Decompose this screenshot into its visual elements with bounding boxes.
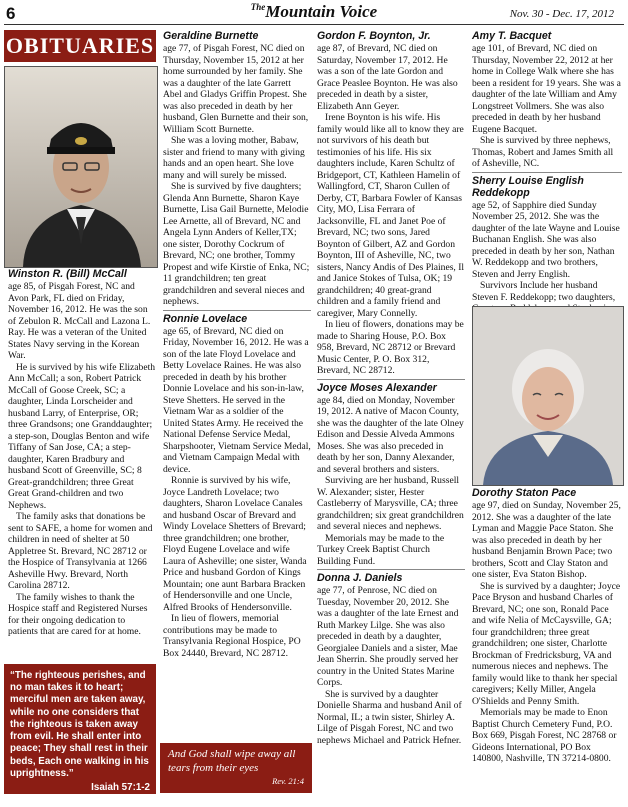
obituary-divider bbox=[163, 310, 311, 311]
mccall-portrait-image bbox=[5, 67, 157, 267]
obituary-paragraph: age 85, of Pisgah Forest, NC and Avon Park, FL died on Friday, November 16, 2012. He was the son of Zebulon R. McCall and Lazona L. Ray. He was a veteran of the United States Navy serving in the Korean War. bbox=[8, 281, 151, 361]
column-2 bbox=[163, 30, 311, 659]
obituary-name: Gordon F. Boynton, Jr. bbox=[317, 30, 431, 42]
obituary-name: Amy T. Bacquet bbox=[472, 30, 552, 42]
obituary-paragraph: In lieu of flowers, memorial contributions may be made to Transylvania Regional Hospice, PO Box 24440, Brevard, NC 28712. bbox=[163, 613, 301, 659]
obituary-paragraph: age 97, died on Sunday, November 25, 2012. She was a daughter of the late Lyman and Maggie Pace Staton. She was also preceded in death by her husband Benjamin Brown Pace; two brothers, Scott and Clay Staton and one sister, Eva Staton Bishop. bbox=[472, 500, 621, 580]
obituary-paragraph: She is survived by a daughter; Joyce Pace Bryson and husband Charles of Brevard, NC; one son, Ronald Pace and wife Nelia of McCaysville, GA; four grandchildren; three great grandchildren; one sister, Charlotte Brockman of Fredricksburg, VA and numerous nieces and nephews. The family would like to thank her special caregivers; Kelly Miller, Angela O'Shields and Penny Smith. bbox=[472, 580, 621, 707]
header-rule bbox=[4, 24, 624, 25]
obituary-name: Sherry Louise English Reddekopp bbox=[472, 174, 584, 199]
issue-date: Nov. 30 - Dec. 17, 2012 bbox=[509, 8, 614, 20]
obituary-paragraph: The family asks that donations be sent to SAFE, a home for women and children in need of shelter at 50 Appletree St. Brevard, NC 28712 or the Hospice of Transylvania at 1266 Asheville Hwy. Brevard, North Carolina 28712. bbox=[8, 511, 153, 591]
pace-portrait-image bbox=[473, 307, 623, 485]
obituary-paragraph: age 84, died on Monday, November 19, 2012. A native of Macon County, she was the daughter of the late Olney Edison and Dessie Alveda Ammons Moses. She was also preceded in death by her son, Danny Alexander, and several brothers and sisters. bbox=[317, 394, 464, 475]
mccall-photo bbox=[4, 66, 158, 268]
publication-prefix: The bbox=[250, 2, 266, 12]
page-header bbox=[0, 0, 628, 26]
obituary-paragraph: Irene Boynton is his wife. His family would like all to know they are not survivors of his death but testimonies of his life. His six daughters include, Karen Schultz of Bridgeport, CT, Kathleen Hamelin of Wallingford, CT, Sharon Cullen of Derby, CT, Barbara Fowler of Kansas City, MO, Lisa Ferrara of Jacksonville, FL and Janet Poe of Brevard, NC; two sons, Jared Boynton of Gilbert, AZ and Gordon Boynton, III of Asheville, NC, two sisters, Nancy Andis of Des Plaines, Il and Janice Stokes of Tulsa, OK; 19 grandchildren; 40 great-grand children and a family friend and caregiver, Mary Connelly. bbox=[317, 112, 465, 319]
obituary-paragraph: Memorials may be made to the Turkey Creek Baptist Church Building Fund. bbox=[317, 532, 445, 567]
obituary-paragraph: He is survived by his wife Elizabeth Ann McCall; a son, Robert Patrick McCall of Goose Creek, SC; a daughter, Linda Lorscheider and husband Larry, of Enterprise, OR; three Grandsons; one Granddaughter; a step-son, Douglas Benton and wife Tiffany of San Jose, CA; a step-daughter, Karen Bradbury and husband Scott of Greenville, SC; 8 Great-grandchildren; three Great Great Grand-children and two Nephews. bbox=[8, 361, 156, 511]
obituary-name: Geraldine Burnette bbox=[163, 30, 259, 42]
obituary-paragraph: age 101, of Brevard, NC died on Thursday, November 22, 2012 at her home in College Walk where she has been a resident for 19 years. She was a daughter of the late William and Amy Longstreet Vollmers. She was also preceded in death by her husband Eugene Bacquet. bbox=[472, 43, 621, 135]
column-3 bbox=[317, 30, 465, 746]
quote-text: And God shall wipe away all tears from their eyes bbox=[168, 748, 296, 774]
obituary-divider bbox=[317, 569, 465, 570]
obituary-name: Dorothy Staton Pace bbox=[472, 487, 577, 499]
obituary-paragraph: Survivors Include her husband Steven F. Reddekopp; two daughters, bbox=[472, 280, 616, 303]
scripture-quote-revelation bbox=[160, 743, 312, 793]
scripture-quote-isaiah bbox=[4, 664, 156, 806]
column-1 bbox=[8, 268, 156, 638]
obituary-paragraph: She is survived by five daughters; Glenda Ann Burnette, Sharon Kaye Burnette, Lisa Gail Burnette, Melodie Lee Arnette, all of Brevard, NC and Angela Lynn Anders of Keller,TX; one sister, Dorothy Cockrum of Brevard, NC; one brother, Tommy Propest and wife Kirstie of Enka, NC; 11 grandchildren; ten great grandchildren and several nieces and nephews. bbox=[163, 181, 310, 307]
quote-version: New King James Version bbox=[34, 794, 150, 806]
obituary-paragraph: She is survived by a daughter Donielle Sharma and husband Anil of Normal, IL; a twin sister, Shirley A. Lilge of Pisgah Forest, NC and two nephews Michael and Patrick Hefner. bbox=[317, 688, 462, 746]
obituary-paragraph: age 52, of Sapphire died Sunday November 25, 2012. She was the daughter of the late Wayne and Louise Buchanan English. She was also preceded in death by her son, Nathan W. Reddekopp and two brothers, Steven and Jerry English. bbox=[472, 199, 620, 280]
quote-reference: Rev. 21:4 bbox=[272, 775, 304, 786]
obituary-paragraph: age 65, of Brevard, NC died on Friday, November 16, 2012. He was a son of the late Floyd Lovelace and Betty Lovelace Raines. He was also preceded in death by his brother Donnie Lovelace and his son-in-law, Steve Shetters. He served in the Vietnam War as a soldier of the United States Army. He received the National Defense Service Medal, Sharpshooter, Vietnam Service Medal, and Vietnam Campaign Medal with device. bbox=[163, 325, 311, 475]
publication-title: Mountain Voice bbox=[265, 2, 378, 21]
page-number: 6 bbox=[6, 4, 16, 23]
obituary-paragraph: Surviving are her husband, Russell W. Alexander; sister, Hester Castleberry of Marysville, CA; three grandchildren; six great grandchildren and several nieces and nephews. bbox=[317, 475, 464, 532]
quote-text: “The righteous perishes, and no man takes it to heart; merciful men are taken away, while no one considers that the righteous is taken away from evil. He shall enter into peace; They shall rest in their beds, Each one walking in his uprightness.” bbox=[10, 670, 149, 779]
obituary-paragraph: Memorials may be made to Enon Baptist Church Cemetery Fund, P.O. Box 669, Pisgah Forest, NC 28768 or Gideons International, PO Box 140800, Nashville, TN 37214-0800. bbox=[472, 707, 617, 764]
obituary-paragraph: age 77, of Pisgah Forest, NC died on Thursday, November 15, 2012 at her home surrounded by her family. She was a daughter of the late Garrett Abel and Gladys Griffin Propest. She was also preceded in death by her husband, Glen Burnette and their son, William Scott Burnette. bbox=[163, 43, 309, 135]
obituary-name: Winston R. (Bill) McCall bbox=[8, 268, 127, 280]
obituary-divider bbox=[317, 379, 465, 380]
column-4-lower bbox=[472, 487, 622, 765]
obituary-paragraph: age 87, of Brevard, NC died on Saturday, November 17, 2012. He was a son of the late Gordon and Grace Peaslee Boynton. He was also preceded in death by a sister, Elizabeth Ann Geyer. bbox=[317, 43, 458, 112]
obituary-name: Donna J. Daniels bbox=[317, 572, 403, 584]
pace-photo bbox=[472, 306, 624, 486]
column-4 bbox=[472, 30, 622, 326]
section-title: OBITUARIES bbox=[4, 30, 156, 62]
obituary-name: Joyce Moses Alexander bbox=[317, 381, 437, 394]
obituary-name: Ronnie Lovelace bbox=[163, 312, 248, 325]
obituary-paragraph: She was a loving mother, Babaw, sister and friend to many with giving hands and an open heart. She love many and will surely be missed. bbox=[163, 135, 305, 181]
quote-reference: Isaiah 57:1-2 bbox=[91, 782, 150, 794]
obituary-paragraph: The family wishes to thank the Hospice staff and Registered Nurses for their ongoing dedication to patients that are cared for at home. bbox=[8, 591, 148, 637]
obituary-paragraph: She is survived by three nephews, Thomas, Robert and James Smith all of Asheville, NC. bbox=[472, 135, 614, 169]
obituary-paragraph: In lieu of flowers, donations may be made to Sharing House, P.O. Box 958, Brevard, NC 28712 or Brevard Music Center, P. O. Box 312, Brevard, NC 28712. bbox=[317, 319, 464, 376]
obituary-paragraph: age 77, of Penrose, NC died on Tuesday, November 20, 2012. She was a daughter of the late Ernest and Ruth Markey Lilge. She was also preceded in death by a daughter, Georgialee Daniels and a sister, Mae Jean Sherrin. She proudly served her country in the United States Marine Corps. bbox=[317, 585, 459, 688]
obituary-divider bbox=[472, 172, 622, 173]
obituary-paragraph: Ronnie is survived by his wife, Joyce Landreth Lovelace; two daughters, Sharon Lovelace Canales and husband Oscar of Brevard and Windy Lovelace Shetters of Brevard; three grandchildren; one brother, Floyd Eugene Lovelace and wife Laura of Asheville; one sister, Wanda Price and husband Gordon of Kings Mountain; one aunt Barbara Bracken of Hendersonville and one Uncle, Alfred Brooks of Hendersonville. bbox=[163, 475, 307, 613]
